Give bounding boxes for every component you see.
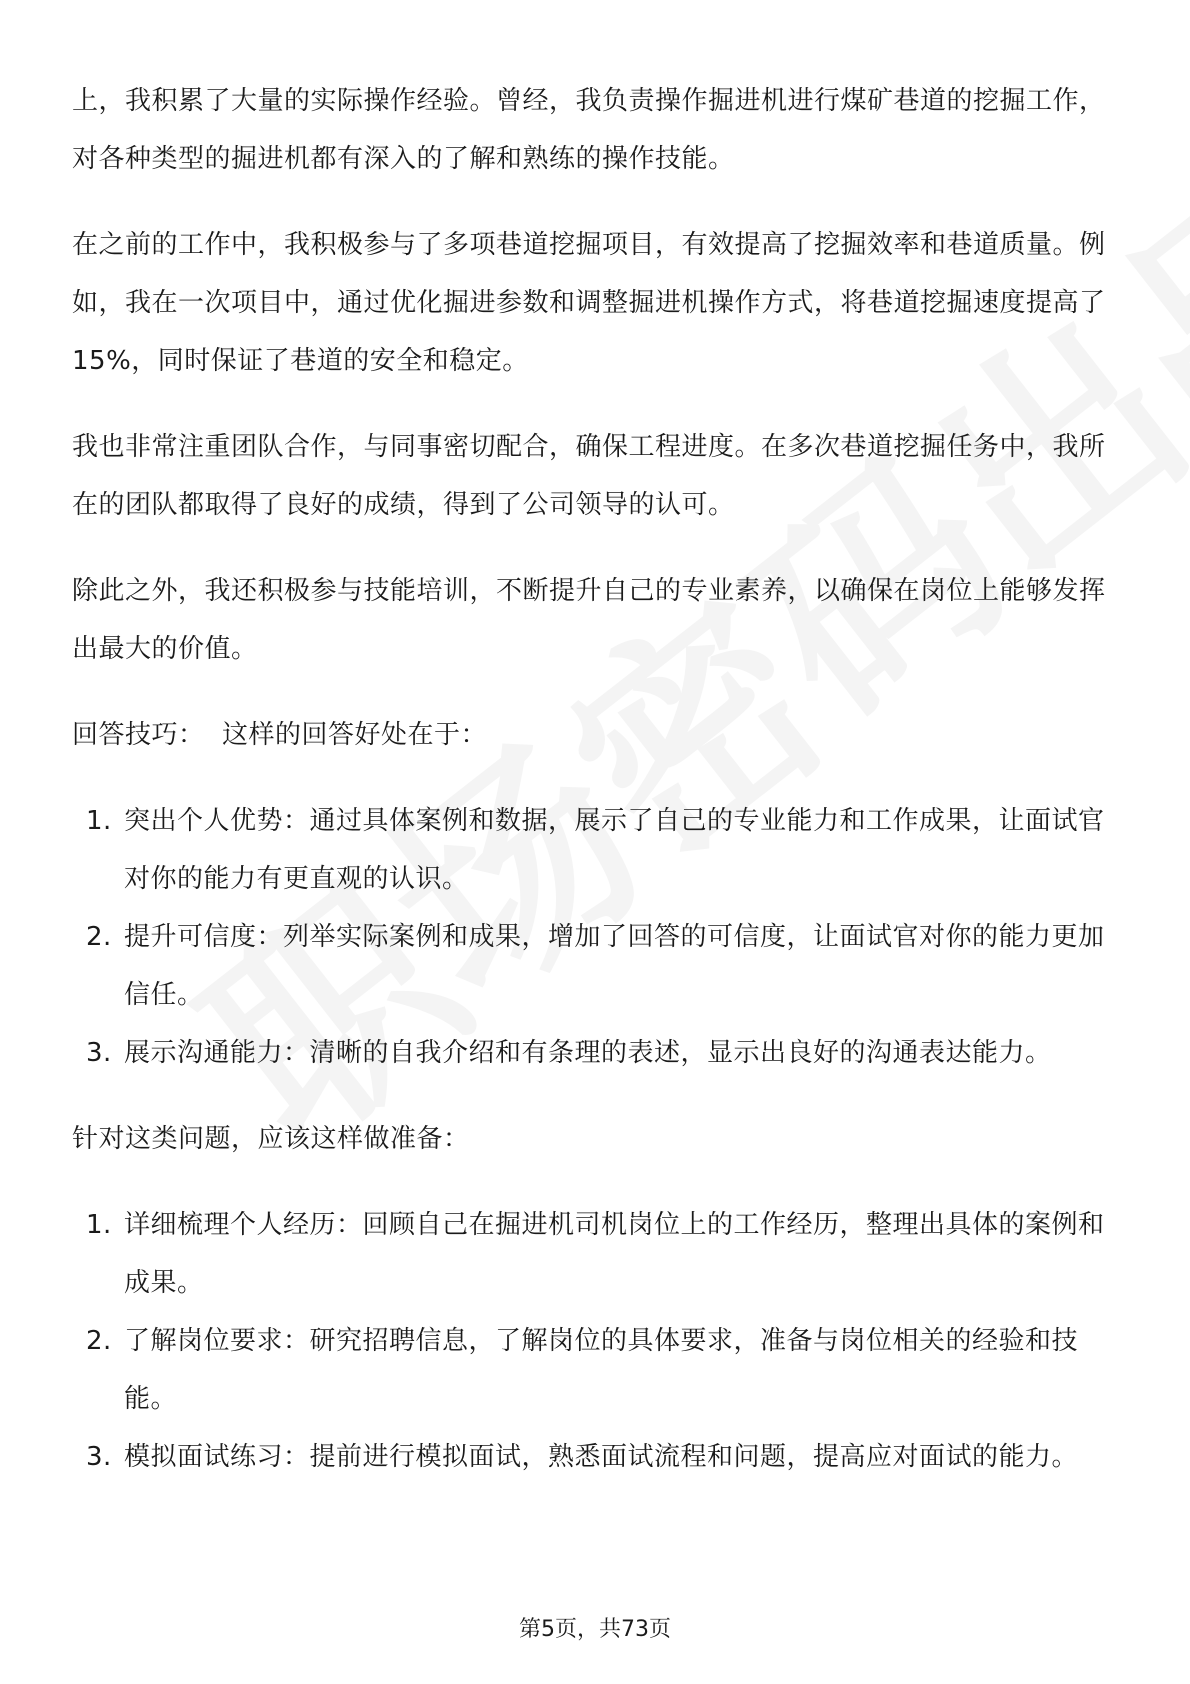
list-item [72,1312,1122,1428]
list-item-text: 展示沟通能力：清晰的自我介绍和有条理的表述，显示出良好的沟通表达能力。 [124,1038,1052,1068]
list-number: 2. [86,1326,112,1356]
list-number: 3. [86,1442,112,1472]
page-number-footer: 第5页，共73页 [519,1617,671,1642]
list-number: 2. [86,922,112,952]
list-item [72,1024,1122,1082]
list-item [72,908,1122,1024]
paragraph-experience: 上，我积累了大量的实际操作经验。曾经，我负责操作掘进机进行煤矿巷道的挖掘工作，对各种类型的掘进机都有深入的了解和熟练的操作技能。 [72,86,1106,174]
list-number: 1. [86,806,112,836]
tips-heading: 回答技巧： 这样的回答好处在于： [72,720,488,750]
list-number: 1. [86,1210,112,1240]
prep-heading: 针对这类问题，应该这样做准备： [72,1124,470,1154]
list-item-text: 突出个人优势：通过具体案例和数据，展示了自己的专业能力和工作成果，让面试官对你的能力有更直观的认识。 [124,806,1105,894]
list-item-text: 了解岗位要求：研究招聘信息，了解岗位的具体要求，准备与岗位相关的经验和技能。 [124,1326,1079,1414]
list-item [72,792,1122,908]
list-item [72,1428,1122,1486]
paragraph-teamwork: 我也非常注重团队合作，与同事密切配合，确保工程进度。在多次巷道挖掘任务中，我所在的团队都取得了良好的成绩，得到了公司领导的认可。 [72,432,1106,520]
prep-list [72,1196,1122,1486]
tips-list [72,792,1122,1082]
list-item-text: 详细梳理个人经历：回顾自己在掘进机司机岗位上的工作经历，整理出具体的案例和成果。 [124,1210,1105,1298]
list-number: 3. [86,1038,112,1068]
list-item [72,1196,1122,1312]
list-item-text: 模拟面试练习：提前进行模拟面试，熟悉面试流程和问题，提高应对面试的能力。 [124,1442,1079,1472]
paragraph-training: 除此之外，我还积极参与技能培训，不断提升自己的专业素养，以确保在岗位上能够发挥出最大的价值。 [72,576,1106,664]
paragraph-projects: 在之前的工作中，我积极参与了多项巷道挖掘项目，有效提高了挖掘效率和巷道质量。例如，我在一次项目中，通过优化掘进参数和调整掘进机操作方式，将巷道挖掘速度提高了15%，同时保证了巷道的安全和稳定。 [72,230,1106,376]
list-item-text: 提升可信度：列举实际案例和成果，增加了回答的可信度，让面试官对你的能力更加信任。 [124,922,1105,1010]
document-body [72,72,1122,1514]
